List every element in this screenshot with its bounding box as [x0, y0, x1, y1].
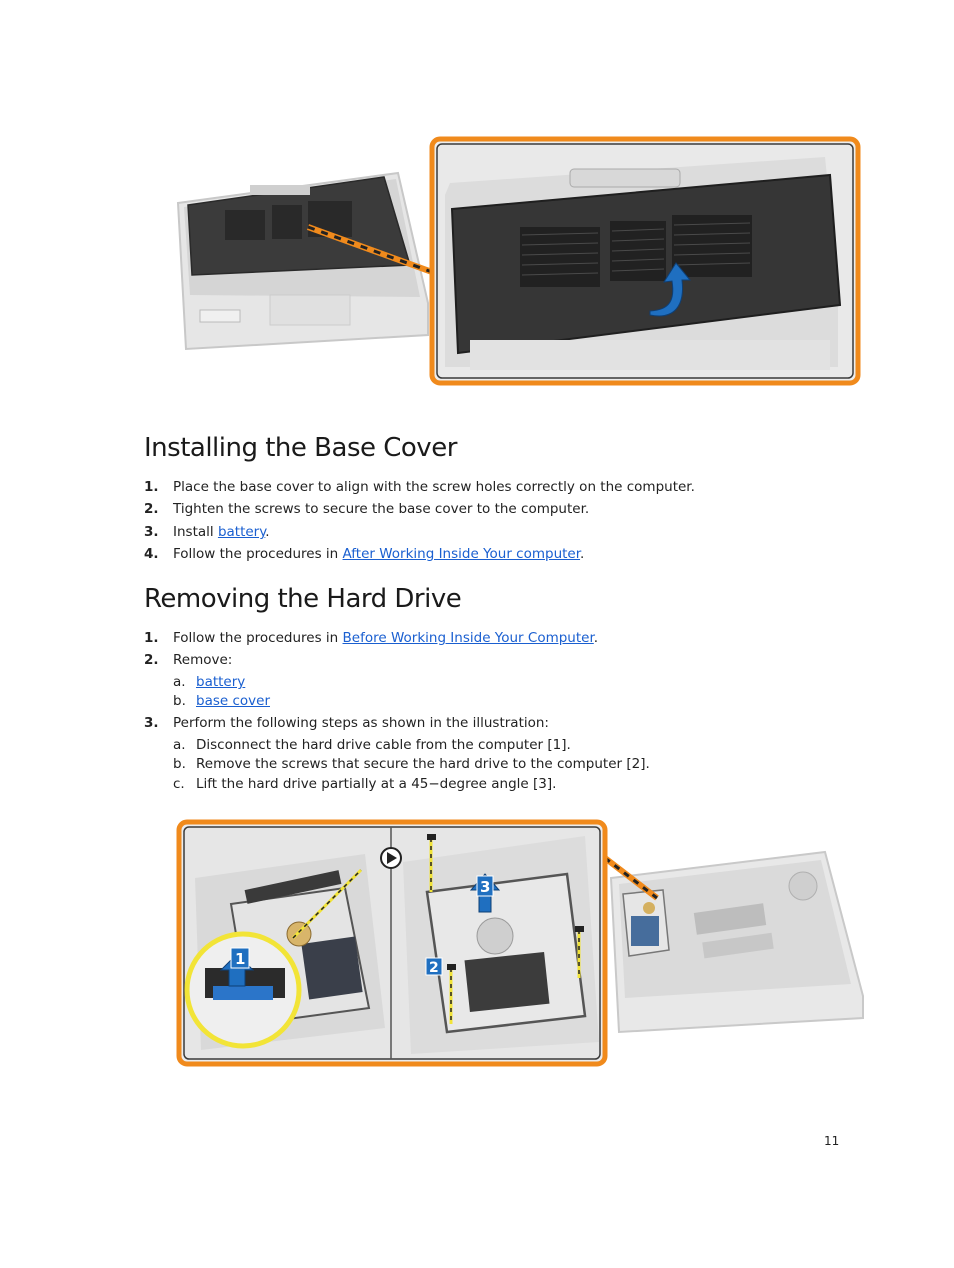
sub-letter: c. — [173, 776, 185, 792]
step-text-pre: Install — [173, 524, 218, 540]
list-item — [144, 715, 844, 731]
panel-left — [187, 854, 385, 1050]
step-number: 4. — [144, 546, 159, 562]
step-number: 2. — [144, 501, 159, 517]
sub-list-item — [173, 756, 823, 772]
callout-label-2: 2 — [429, 960, 439, 976]
screw-icon — [575, 926, 584, 932]
screw-icon — [447, 964, 456, 970]
callout-label-1: 1 — [235, 950, 246, 968]
step-text — [173, 630, 598, 646]
step-text-pre: Follow the procedures in — [173, 546, 343, 562]
section-title-installing-base-cover: Installing the Base Cover — [144, 433, 457, 463]
laptop-overview — [611, 852, 863, 1032]
panel-right — [403, 834, 599, 1054]
sub-list-item — [173, 776, 823, 792]
step-text: Remove: — [173, 652, 233, 668]
step-text — [173, 524, 270, 540]
step-text-post: . — [593, 630, 599, 646]
step-text: Perform the following steps as shown in the illustration: — [173, 715, 549, 731]
sub-letter: a. — [173, 737, 186, 753]
sub-text: Lift the hard drive partially at a 45−degree angle [3]. — [196, 776, 557, 792]
list-item — [144, 652, 844, 668]
step-text-post: . — [580, 546, 585, 562]
step-number: 3. — [144, 524, 159, 540]
sub-text: Disconnect the hard drive cable from the computer [1]. — [196, 737, 571, 753]
remove-battery-link[interactable]: battery — [196, 674, 246, 690]
step-text-pre: Follow the procedures in — [173, 630, 343, 646]
battery-link[interactable]: battery — [217, 524, 266, 540]
step-text — [173, 546, 584, 562]
list-item — [144, 524, 844, 540]
list-item — [144, 630, 844, 646]
page-number: 11 — [824, 1134, 840, 1148]
base-cover-illustration — [170, 135, 865, 387]
figure-base-cover — [170, 135, 865, 387]
remove-base-cover-link[interactable]: base cover — [196, 693, 270, 709]
sub-list-item — [173, 737, 823, 753]
callout-label-3: 3 — [480, 878, 491, 896]
after-working-inside-link[interactable]: After Working Inside Your computer — [342, 546, 581, 562]
sub-text: Remove the screws that secure the hard drive to the computer [2]. — [196, 756, 650, 772]
sub-letter: b. — [173, 756, 186, 772]
step-number: 3. — [144, 715, 159, 731]
step-text: Tighten the screws to secure the base cover to the computer. — [173, 501, 590, 517]
sub-list-item — [173, 674, 773, 690]
list-item — [144, 501, 844, 517]
sub-list-item — [173, 693, 773, 709]
sub-letter: b. — [173, 693, 186, 709]
hard-drive-illustration — [175, 818, 867, 1070]
step-number: 2. — [144, 652, 159, 668]
figure-hard-drive — [175, 818, 867, 1070]
before-working-inside-link[interactable]: Before Working Inside Your Computer — [342, 630, 594, 646]
step-number: 1. — [144, 630, 159, 646]
list-item — [144, 546, 844, 562]
step-text: Place the base cover to align with the screw holes correctly on the computer. — [173, 479, 695, 495]
sub-letter: a. — [173, 674, 186, 690]
list-item — [144, 479, 844, 495]
section-title-removing-hard-drive: Removing the Hard Drive — [144, 584, 462, 614]
laptop-overview — [178, 173, 428, 349]
screw-icon — [427, 834, 436, 840]
step-number: 1. — [144, 479, 159, 495]
step-text-post: . — [265, 524, 270, 540]
